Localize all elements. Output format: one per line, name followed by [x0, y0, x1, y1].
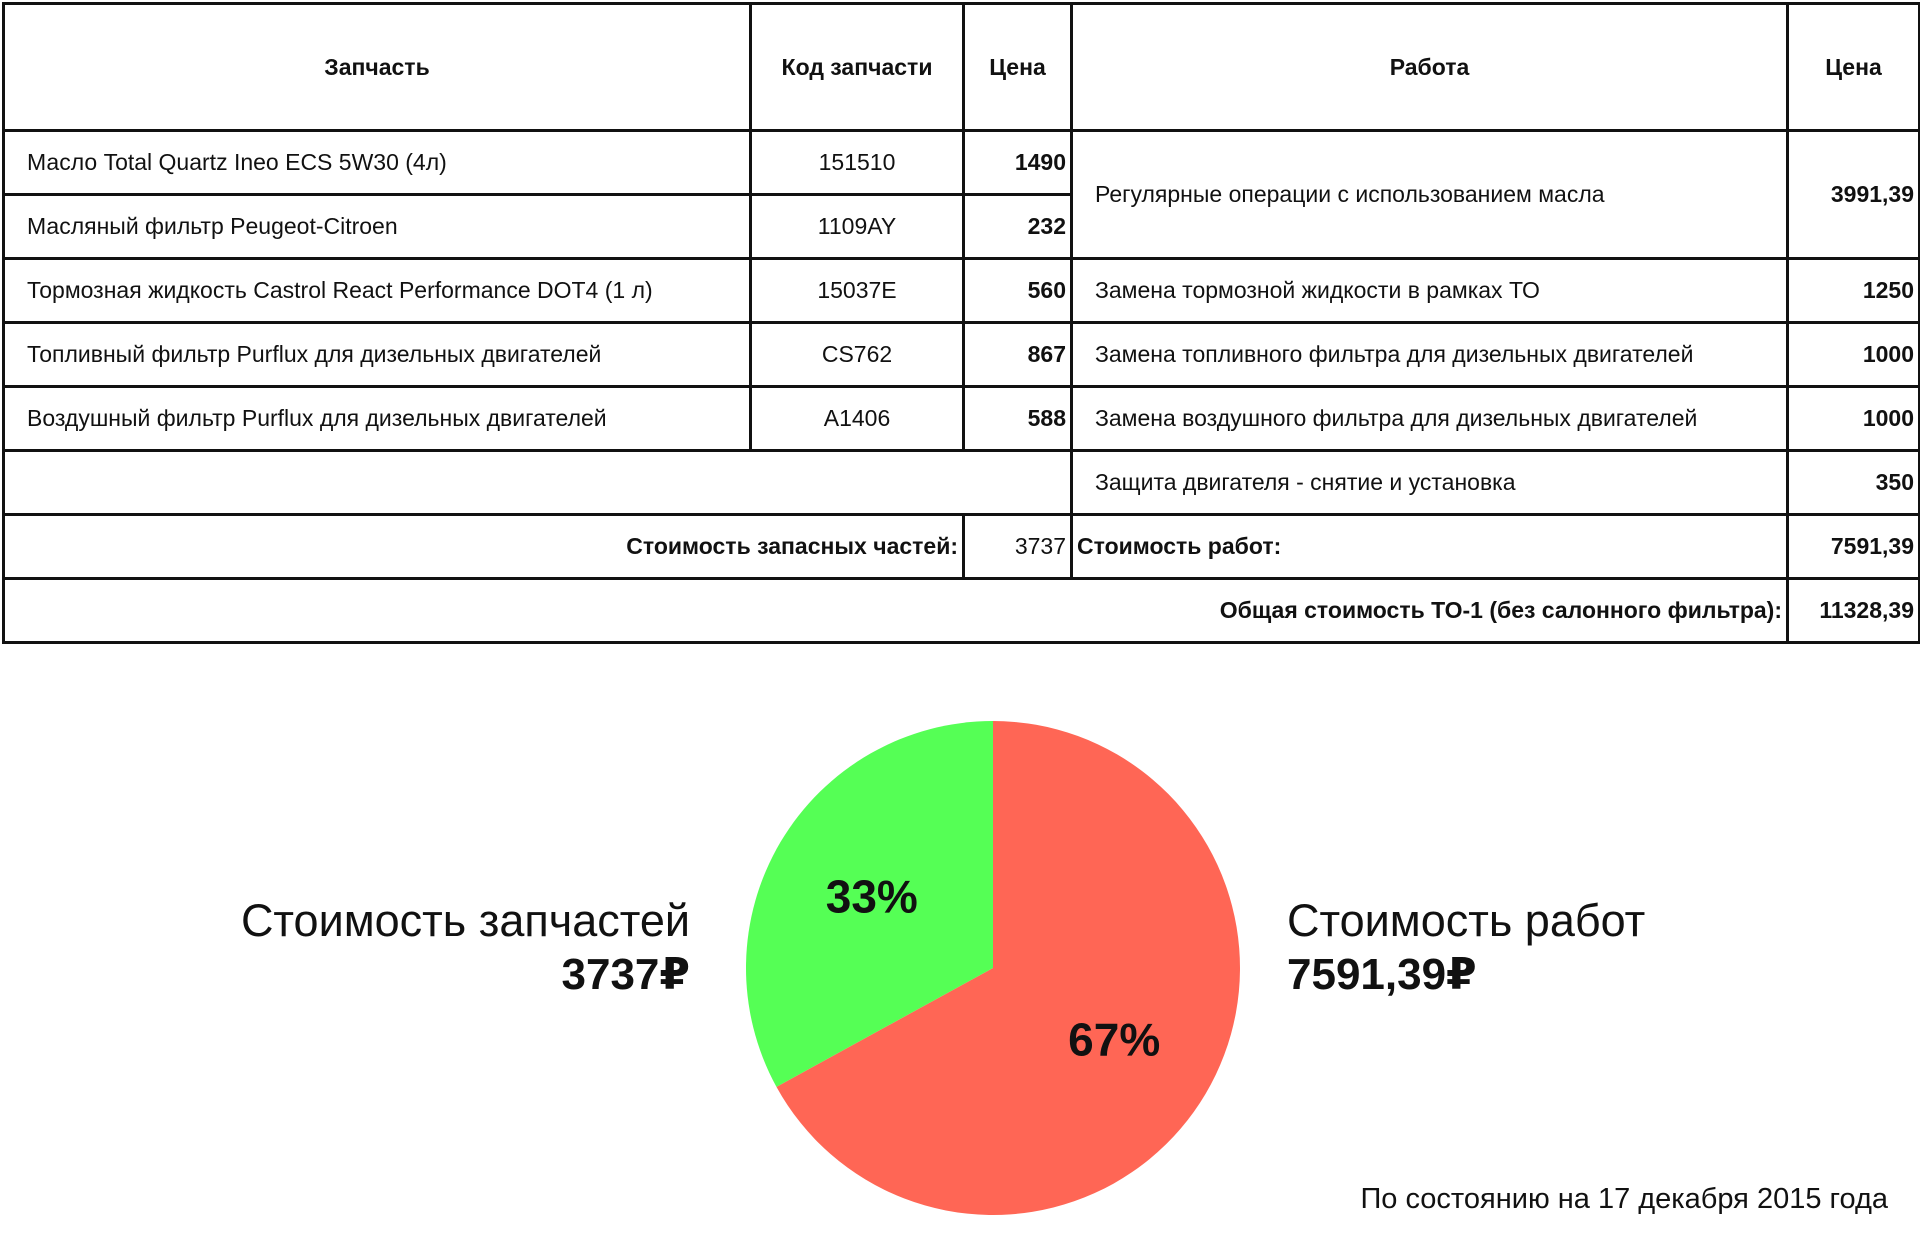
grand-total-label: Общая стоимость ТО-1 (без салонного фильтра):: [4, 579, 1788, 643]
grand-total-value: 11328,39: [1788, 579, 1920, 643]
work-price: 3991,39: [1788, 131, 1920, 259]
work-price: 1000: [1788, 387, 1920, 451]
part-price: 867: [964, 323, 1072, 387]
empty-cell: [4, 451, 1072, 515]
part-price: 560: [964, 259, 1072, 323]
part-name: Тормозная жидкость Castrol React Performance DOT4 (1 л): [4, 259, 751, 323]
work-name: Замена тормозной жидкости в рамках ТО: [1072, 259, 1788, 323]
legend-parts-value: 3737₽: [561, 950, 690, 999]
part-code: 1109AY: [751, 195, 964, 259]
part-code: 151510: [751, 131, 964, 195]
part-code: 15037E: [751, 259, 964, 323]
parts-total-value: 3737: [964, 515, 1072, 579]
header-code: Код запчасти: [751, 4, 964, 131]
work-name: Замена топливного фильтра для дизельных двигателей: [1072, 323, 1788, 387]
part-code: CS762: [751, 323, 964, 387]
totals-row: [4, 515, 1920, 579]
cost-table: [2, 2, 1920, 644]
work-price: 350: [1788, 451, 1920, 515]
part-name: Масляный фильтр Peugeot-Citroen: [4, 195, 751, 259]
grand-total-row: [4, 579, 1920, 643]
part-price: 232: [964, 195, 1072, 259]
part-name: Воздушный фильтр Purflux для дизельных двигателей: [4, 387, 751, 451]
work-name: Регулярные операции с использованием масла: [1072, 131, 1788, 259]
pie-label-parts: 33%: [825, 870, 918, 923]
as-of-note: По состоянию на 17 декабря 2015 года: [1360, 1183, 1888, 1215]
table-header-row: [4, 4, 1920, 131]
table-row: [4, 387, 1920, 451]
pie-label-work: 67%: [1068, 1013, 1161, 1066]
table-row: [4, 451, 1920, 515]
table-row: [4, 259, 1920, 323]
legend-parts-title: Стоимость запчастей: [240, 895, 690, 946]
works-total-label: Стоимость работ:: [1072, 515, 1788, 579]
parts-total-label: Стоимость запасных частей:: [4, 515, 964, 579]
header-part: Запчасть: [4, 4, 751, 131]
pie-chart: [743, 718, 1243, 1218]
part-name: Масло Total Quartz Ineo ECS 5W30 (4л): [4, 131, 751, 195]
part-price: 588: [964, 387, 1072, 451]
header-work-price: Цена: [1788, 4, 1920, 131]
work-name: Замена воздушного фильтра для дизельных двигателей: [1072, 387, 1788, 451]
work-name: Защита двигателя - снятие и установка: [1072, 451, 1788, 515]
table-row: [4, 131, 1920, 195]
table-row: [4, 323, 1920, 387]
legend-work-title: Стоимость работ: [1287, 895, 1646, 946]
work-price: 1250: [1788, 259, 1920, 323]
legend-work: [1287, 895, 1646, 999]
works-total-value: 7591,39: [1788, 515, 1920, 579]
part-code: A1406: [751, 387, 964, 451]
header-part-price: Цена: [964, 4, 1072, 131]
work-price: 1000: [1788, 323, 1920, 387]
legend-work-value: 7591,39₽: [1287, 950, 1477, 999]
part-price: 1490: [964, 131, 1072, 195]
part-name: Топливный фильтр Purflux для дизельных двигателей: [4, 323, 751, 387]
legend-parts: [240, 895, 690, 999]
header-work: Работа: [1072, 4, 1788, 131]
